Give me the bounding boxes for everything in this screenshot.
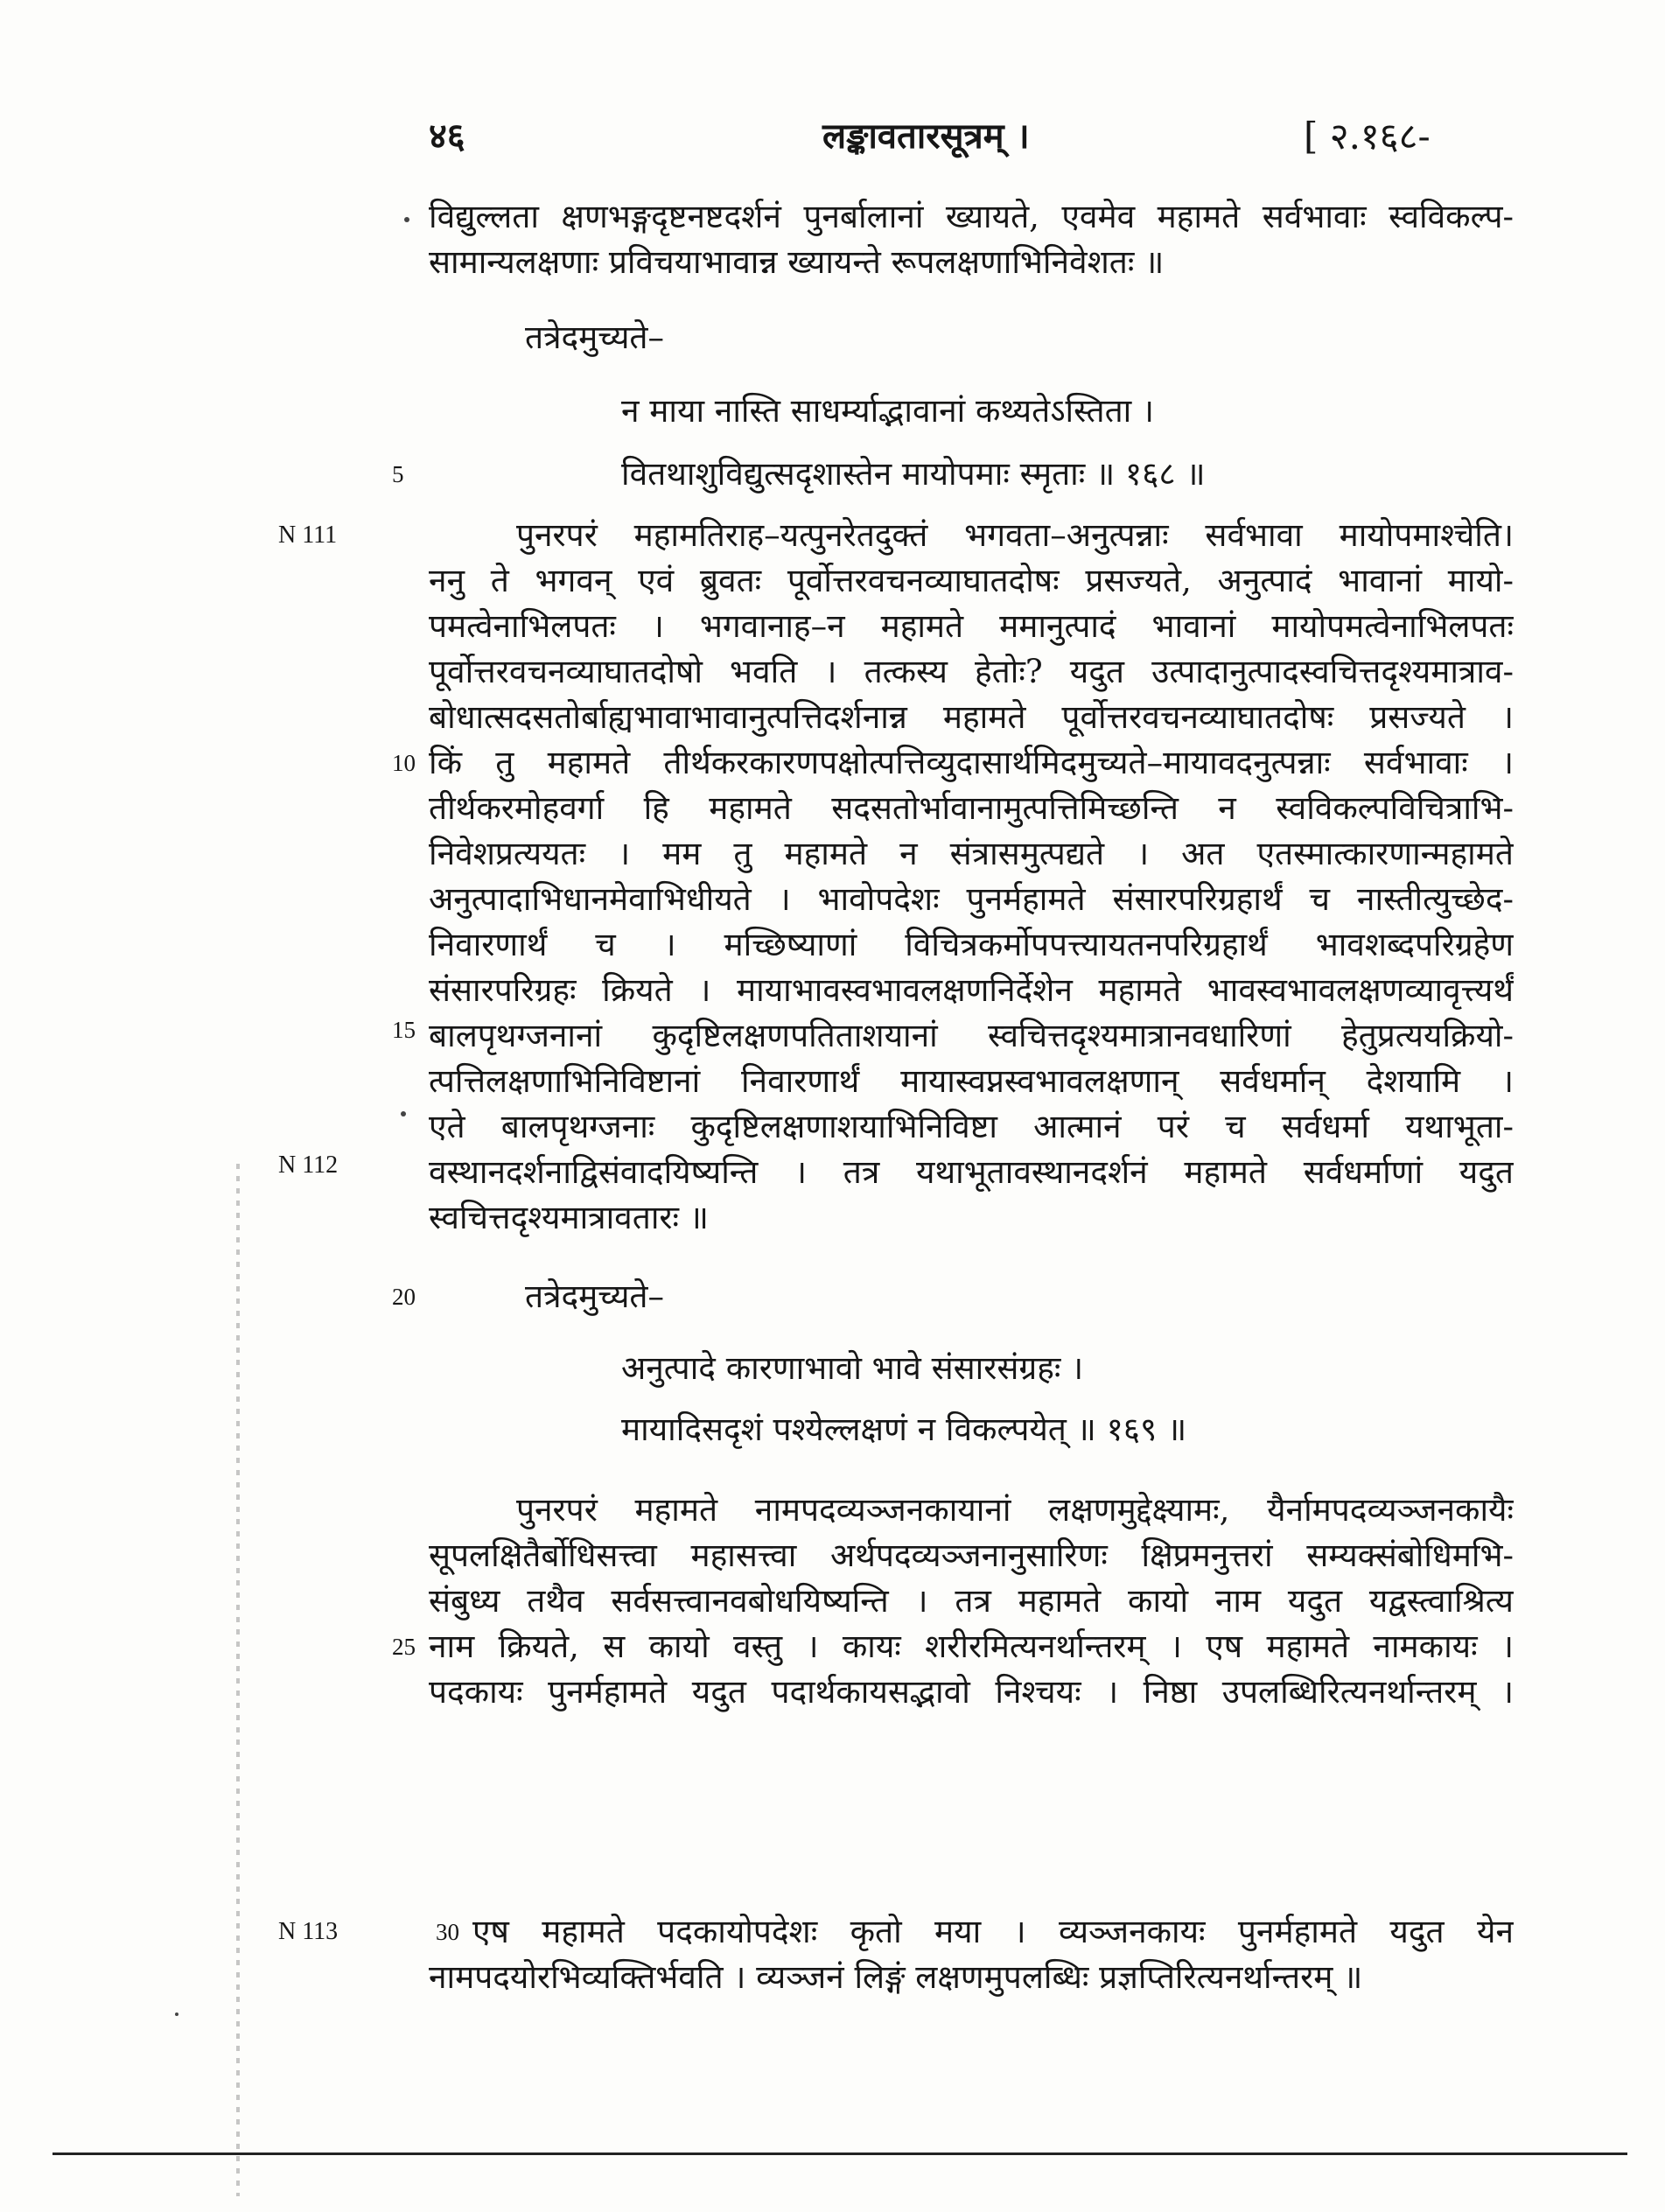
print-mark [404, 217, 409, 222]
verse-line: न माया नास्ति साधर्म्याद्भावानां कथ्यतेऽस्तिता । [621, 392, 1155, 430]
text-line: निवारणार्थं च । मच्छिष्याणां विचित्रकर्मोपपत्त्यायतनपरिग्रहार्थं भावशब्दपरिग्रहेण [429, 926, 1514, 963]
margin-ref-n113: N 113 [278, 1918, 339, 1945]
text-line: पदकायः पुनर्महामते यदुत पदार्थकायसद्भावो निश्चयः । निष्ठा उपलब्धिरित्यनर्थान्तरम् । [429, 1673, 1514, 1711]
margin-ref-n112: N 112 [278, 1152, 339, 1179]
text-line: एष महामते पदकायोपदेशः कृतो मया । व्यञ्जनकायः पुनर्महामते यदुत येन [472, 1913, 1514, 1950]
print-mark [401, 1111, 406, 1116]
text-line: पुनरपरं महामतिराह–यत्पुनरेतदुक्तं भगवता–अनुत्पन्नाः सर्वभावा मायोपमाश्चेति। [516, 516, 1514, 554]
text-line: त्पत्तिलक्षणाभिनिविष्टानां निवारणार्थं मायास्वप्नस्वभावलक्षणान् सर्वधर्मान् देशयामि । [429, 1062, 1514, 1100]
verse-line: अनुत्पादे कारणाभावो भावे संसारसंग्रहः । [621, 1349, 1084, 1387]
verse-line: मायादिसदृशं पश्येल्लक्षणं न विकल्पयेत् ॥ १६९ ॥ [621, 1410, 1187, 1448]
page-bottom-rule [52, 2152, 1627, 2155]
scan-binding-shadow [236, 1164, 240, 2196]
verse-intro: तत्रेदमुच्यते– [525, 318, 664, 356]
verse-intro: तत्रेदमुच्यते– [525, 1278, 664, 1315]
text-line: तीर्थकरमोहवर्गा हि महामते सदसतोर्भावानामुत्पत्तिमिच्छन्ति न स्वविकल्पविचित्राभि- [429, 789, 1514, 827]
text-line: संसारपरिग्रहः क्रियते । मायाभावस्वभावलक्षणनिर्देशेन महामते भावस्वभावलक्षणव्यावृत्त्यर्थं [429, 971, 1514, 1009]
text-line: नाम क्रियते, स कायो वस्तु । कायः शरीरमित्यनर्थान्तरम् । एष महामते नामकायः । [429, 1628, 1514, 1665]
section-reference: [ २.१६८- [1304, 115, 1431, 158]
text-line: पमत्वेनाभिलपतः । भगवानाह–न महामते ममानुत्पादं भावानां मायोपमत्वेनाभिलपतः [429, 607, 1514, 645]
margin-ref-n111: N 111 [278, 522, 338, 549]
line-number-25: 25 [392, 1634, 416, 1660]
page-number: ४६ [429, 116, 465, 157]
line-number-5: 5 [392, 461, 404, 487]
print-mark [175, 2012, 178, 2016]
line-number-20: 20 [392, 1284, 416, 1310]
text-line: पूर्वोत्तरवचनव्याघातदोषो भवति । तत्कस्य हेतोः? यदुत उत्पादानुत्पादस्वचित्तदृश्यमात्राव- [429, 653, 1514, 690]
text-line: ननु ते भगवन् एवं ब्रुवतः पूर्वोत्तरवचनव्याघातदोषः प्रसज्यते, अनुत्पादं भावानां मायो- [429, 562, 1514, 599]
verse-line: वितथाशुविद्युत्सदृशास्तेन मायोपमाः स्मृताः ॥ १६८ ॥ [621, 455, 1206, 493]
text-line: बोधात्सदसतोर्बाह्यभावाभावानुत्पत्तिदर्शनान्न महामते पूर्वोत्तरवचनव्याघातदोषः प्रसज्यते । [429, 698, 1514, 736]
text-line: नामपदयोरभिव्यक्तिर्भवति । व्यञ्जनं लिङ्गं लक्षणमुपलब्धिः प्रज्ञप्तिरित्यनर्थान्तरम् ॥ [429, 1958, 1363, 1996]
text-line: वस्थानदर्शनाद्विसंवादयिष्यन्ति । तत्र यथाभूतावस्थानदर्शनं महामते सर्वधर्माणां यदुत [429, 1153, 1514, 1191]
text-line: पुनरपरं महामते नामपदव्यञ्जनकायानां लक्षणमुद्देक्ष्यामः, यैर्नामपदव्यञ्जनकायैः [516, 1491, 1514, 1529]
text-line: स्वचित्तदृश्यमात्रावतारः ॥ [429, 1199, 709, 1236]
text-line: विद्युल्लता क्षणभङ्गदृष्टनष्टदर्शनं पुनर्बालानां ख्यायते, एवमेव महामते सर्वभावाः स्वविकल्प- [429, 198, 1514, 235]
text-line: किं तु महामते तीर्थकरकारणपक्षोत्पत्तिव्युदासार्थमिदमुच्यते–मायावदनुत्पन्नाः सर्वभावाः । [429, 744, 1514, 781]
text-line: एते बालपृथग्जनाः कुदृष्टिलक्षणाशयाभिनिविष्टा आत्मानं परं च सर्वधर्मा यथाभूता- [429, 1108, 1514, 1145]
running-title: लङ्कावतारसूत्रम् । [822, 116, 1030, 157]
text-line: निवेशप्रत्ययतः । मम तु महामते न संत्रासमुत्पद्यते । अत एतस्मात्कारणान्महामते [429, 835, 1514, 872]
line-number-10: 10 [392, 750, 416, 776]
text-line: अनुत्पादाभिधानमेवाभिधीयते । भावोपदेशः पुनर्महामते संसारपरिग्रहार्थं च नास्तीत्युच्छेद- [429, 880, 1514, 918]
text-line: सामान्यलक्षणाः प्रविचयाभावान्न ख्यायन्ते रूपलक्षणाभिनिवेशतः ॥ [429, 243, 1165, 281]
line-number-30: 30 [436, 1919, 459, 1945]
line-number-15: 15 [392, 1017, 416, 1043]
text-line: सूपलक्षितैर्बोधिसत्त्वा महासत्त्वा अर्थपदव्यञ्जनानुसारिणः क्षिप्रमनुत्तरां सम्यक्संबोधिमभि- [429, 1536, 1514, 1574]
text-line: बालपृथग्जनानां कुदृष्टिलक्षणपतिताशयानां स्वचित्तदृश्यमात्रानवधारिणां हेतुप्रत्ययक्रियो- [429, 1017, 1514, 1054]
text-line: संबुध्य तथैव सर्वसत्त्वानवबोधयिष्यन्ति । तत्र महामते कायो नाम यदुत यद्वस्त्वाश्रित्य [429, 1582, 1514, 1620]
